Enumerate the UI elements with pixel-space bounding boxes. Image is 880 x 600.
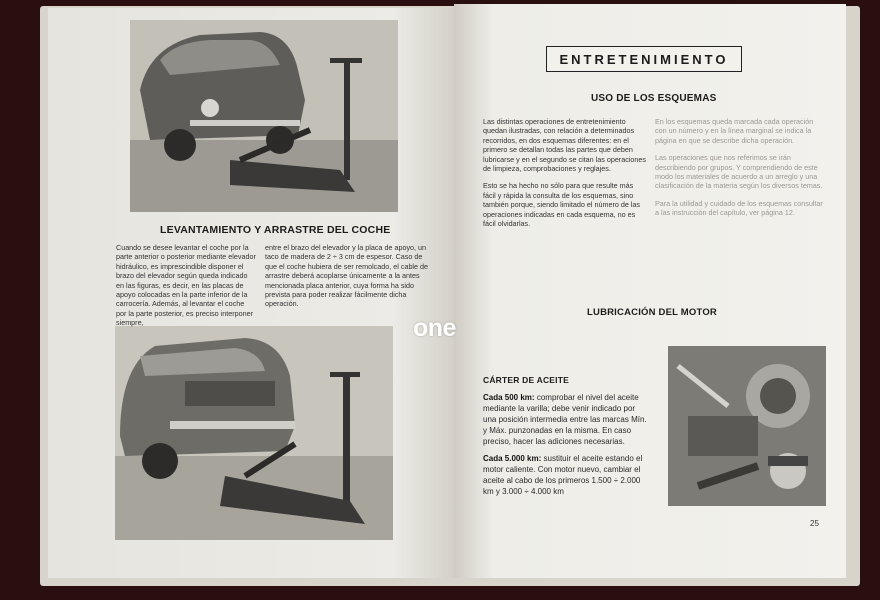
lifting-section-heading: LEVANTAMIENTO Y ARRASTRE DEL COCHE (160, 224, 391, 236)
lubrication-instructions (483, 392, 648, 503)
schemes-paragraph-2: Esto se ha hecho no sólo para que resulte más fácil y rápida la consulta de los esquemas, sino también porque, siendo limitado el número de las operaciones indicadas en cada esquema, no es fácil olvidarlas. (483, 181, 641, 229)
page-title: ENTRETENIMIENTO (546, 46, 742, 72)
schemes-text-col2-faded (655, 117, 823, 226)
lifting-text-col2: entre el brazo del elevador y la placa de apoyo, un taco de madera de 2 ÷ 3 cm de espesor. Caso de que el coche hubiera de ser remolcado, el cable de arrastre deberá acoplarse únicamente a la antes mencionada placa anterior, cuya forma ha sido prevista para poder realizar fácilmente dicha operación. (265, 243, 429, 309)
interval-5000-paragraph (483, 453, 648, 497)
lifting-text-col1: Cuando se desee levantar el coche por la parte anterior o posterior mediante elevador hidráulico, es imprescindible disponer el brazo del elevador según queda indicado en las figuras, es decir, en las placas de apoyo colocadas en la parte inferior de la carrocería. Además, al levantar el coche por la parte posterior, es preciso interponer siempre, (116, 243, 256, 328)
interval-5000-text: sustituir el aceite estando el motor caliente. Con motor nuevo, cambiar el aceite al cabo de los primeros 1.500 ÷ 2.000 km y 3.000 ÷ 4.000 km (483, 454, 643, 496)
interval-5000-label: Cada 5.000 km: (483, 454, 542, 463)
engine-photo (668, 346, 826, 506)
oil-sump-heading: CÁRTER DE ACEITE (483, 375, 570, 385)
interval-500-label: Cada 500 km: (483, 393, 535, 402)
car-rear-lift-photo (115, 326, 393, 540)
faded-paragraph-2: Las operaciones que nos referimos se irán describiendo por grupos. Y comprendiendo de este modo los materiales de acuerdo a un arreglo y una clasificación de la materia según los diversos temas. (655, 153, 823, 191)
interval-500-paragraph (483, 392, 648, 447)
faded-paragraph-1: En los esquemas queda marcada cada operación con un número y en la línea marginal se indica la página en que se describe dicha operación. (655, 117, 814, 145)
car-front-lift-photo (130, 20, 398, 212)
schemes-text-col1 (483, 117, 647, 236)
page-number: 25 (810, 519, 819, 528)
schemes-paragraph-1: Las distintas operaciones de entretenimiento quedan ilustradas, con relación a determinados recorridos, en dos esquemas diferentes: en el primero se detallan todas las partes que deben lubricarse y en el segundo se citan las operaciones de limpieza, comprobaciones y reglajes. (483, 117, 647, 174)
interval-500-text: comprobar el nivel del aceite mediante la varilla; debe venir indicado por una posición intermedia entre las marcas Mín. y Máx. punzonadas en la misma. En caso preciso, hacer las adiciones necesarias. (483, 393, 647, 446)
faded-paragraph-3: Para la utilidad y cuidado de los esquemas consultar a las instrucción del capítulo, ver página 12. (655, 198, 823, 218)
schemes-section-heading: USO DE LOS ESQUEMAS (591, 93, 717, 104)
engine-lubrication-heading: LUBRICACIÓN DEL MOTOR (587, 307, 717, 318)
watermark-logo: one (413, 314, 456, 342)
